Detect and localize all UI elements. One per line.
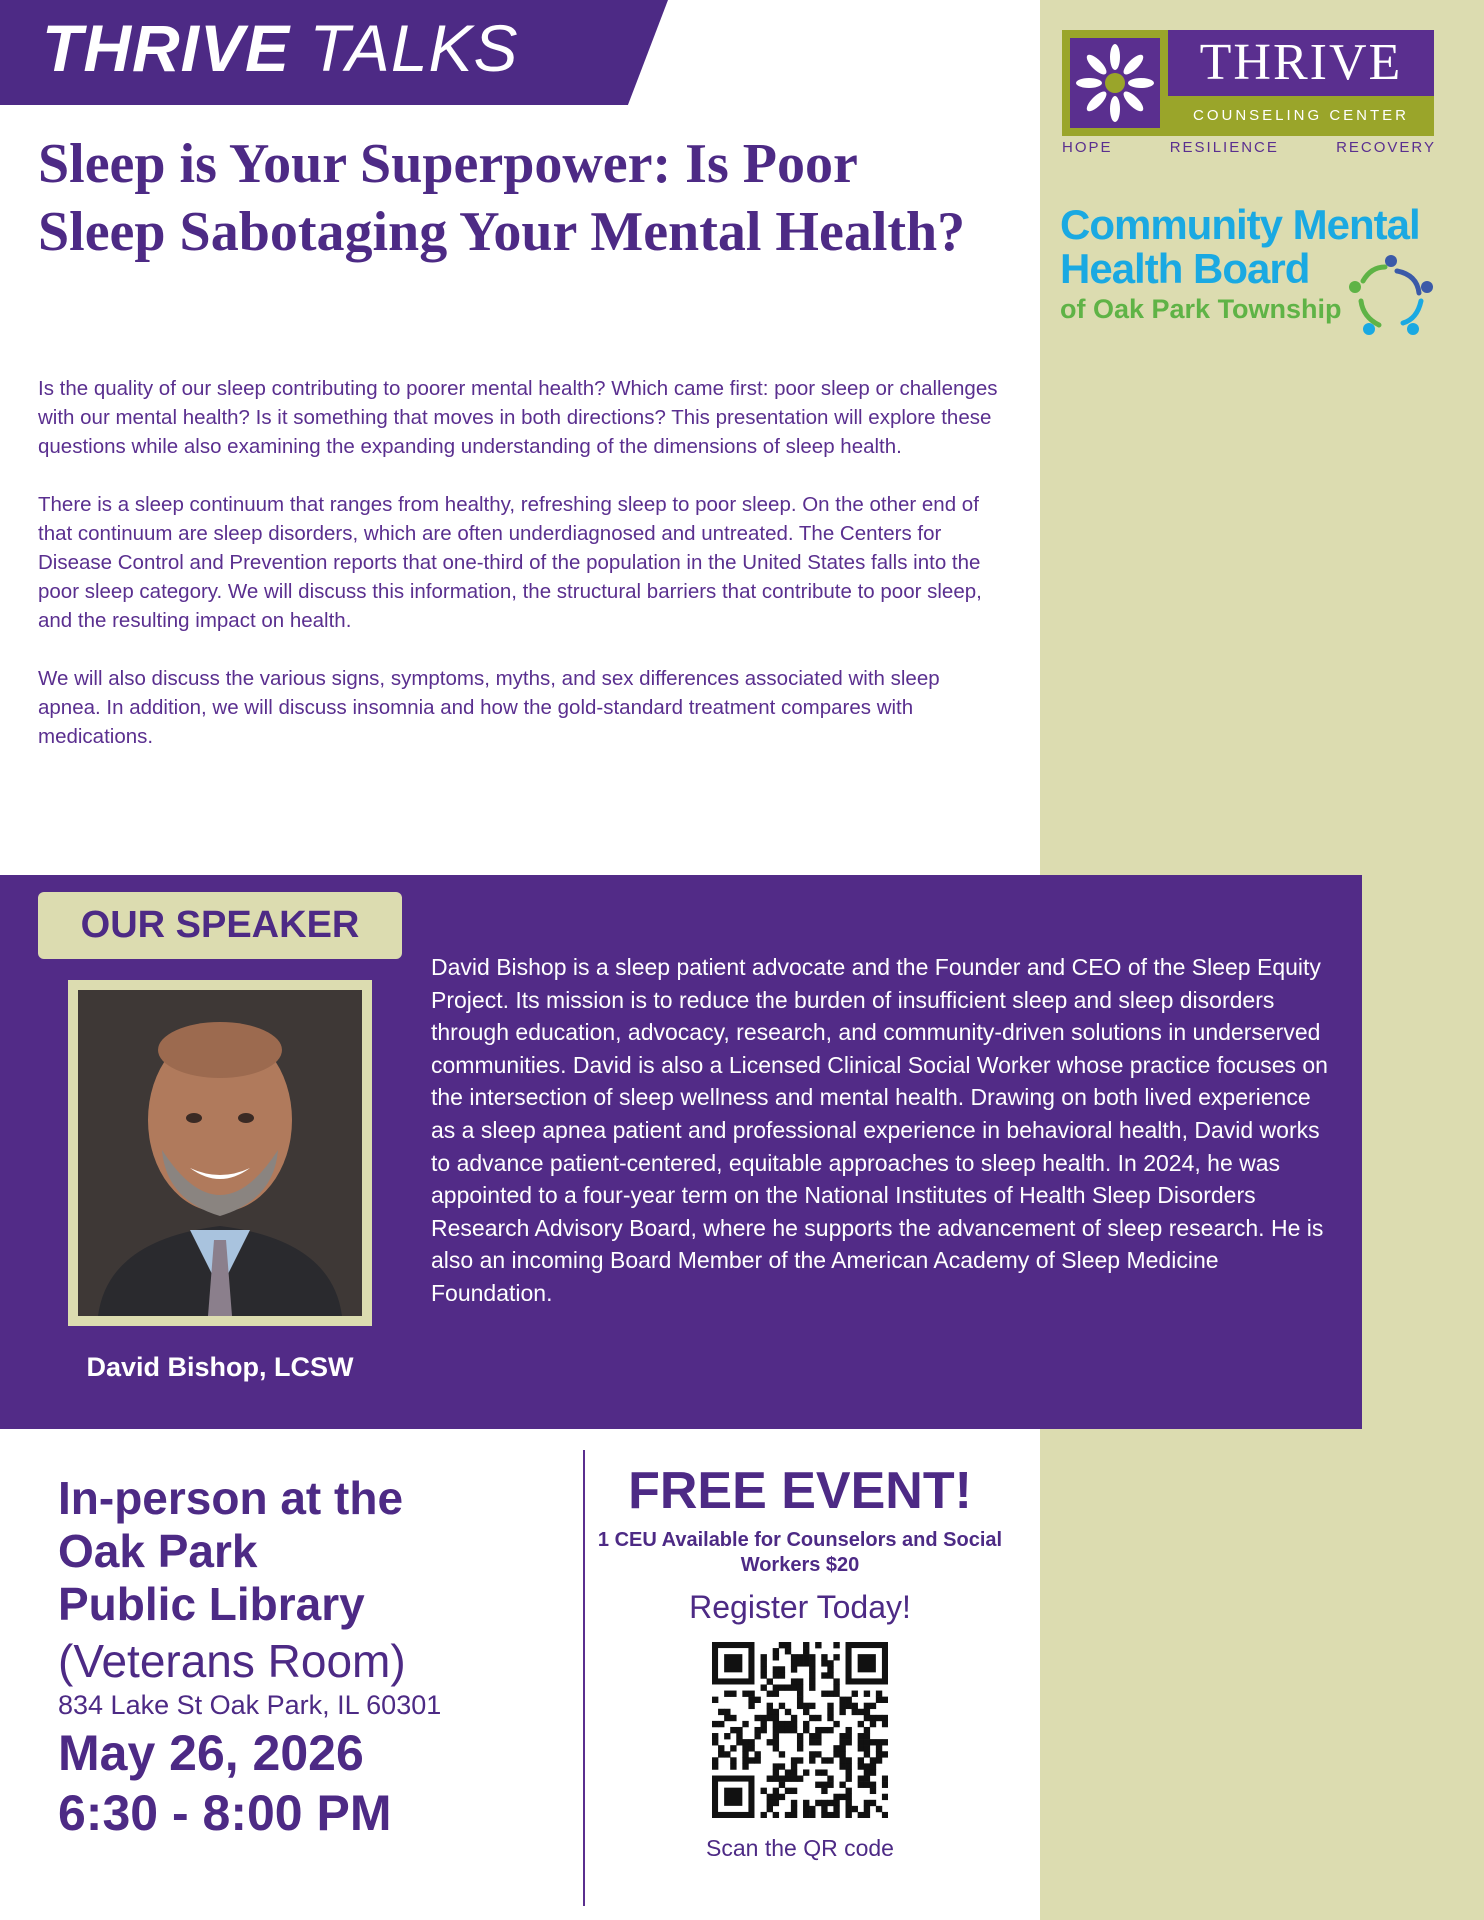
vertical-divider — [583, 1450, 585, 1906]
description-paragraph: Is the quality of our sleep contributing to poorer mental health? Which came first: poor sleep or challenges with our mental health? Is it something that moves in both directions? This presentation will explore these questions while also examining the expanding understanding of the dimensions of sleep health. — [38, 377, 998, 458]
free-event-info — [590, 1460, 1010, 1628]
cmhb-line2: Health Board — [1060, 245, 1310, 292]
venue-address: 834 Lake St Oak Park, IL 60301 — [58, 1690, 442, 1720]
community-circle-icon — [1343, 253, 1439, 343]
cmhb-line3: of Oak Park Township — [1060, 294, 1342, 324]
header-title-bold: THRIVE — [42, 11, 291, 85]
thrive-logo — [1062, 30, 1434, 136]
thrive-logo-word: THRIVE — [1168, 30, 1434, 96]
speaker-portrait-icon — [78, 990, 362, 1316]
event-description — [38, 374, 1008, 780]
thrive-logo-mark — [1062, 30, 1168, 136]
venue-room: (Veterans Room) — [58, 1635, 406, 1687]
ceu-info: 1 CEU Available for Counselors and Social Workers $20 — [597, 1529, 1003, 1576]
cmhb-line1: Community Mental — [1060, 201, 1420, 248]
venue-line3: Public Library — [58, 1578, 365, 1630]
event-time: 6:30 - 8:00 PM — [58, 1785, 392, 1841]
header-title-rest: TALKS — [309, 11, 519, 85]
header-title — [42, 10, 519, 86]
thrive-logo-subtitle: COUNSELING CENTER — [1168, 96, 1434, 136]
speaker-photo-frame — [68, 980, 372, 1326]
venue-line1: In-person at the — [58, 1472, 404, 1524]
thrive-taglines — [1062, 139, 1436, 156]
tagline-recovery: RECOVERY — [1336, 139, 1436, 156]
event-title: Sleep is Your Superpower: Is Poor Sleep Sabotaging Your Mental Health? — [38, 133, 966, 263]
speaker-bio: David Bishop is a sleep patient advocate and the Founder and CEO of the Sleep Equity Project. Its mission is to reduce the burden of insufficient sleep and sleep disorders through education, advocacy, research, and community-driven solutions in underserved communities. David is also a Licensed Clinical Social Worker whose practice focuses on the intersection of sleep wellness and mental health. Drawing on both lived experience as a sleep apnea patient and professional experience in behavioral health, David works to advance patient-centered, equitable approaches to sleep health. In 2024, he was appointed to a four-year term on the National Institutes of Health Sleep Disorders Research Advisory Board, where he supports the advancement of sleep research. He is also an incoming Board Member of the American Academy of Sleep Medicine Foundation. — [431, 954, 1328, 1306]
registration-qr-code[interactable] — [712, 1642, 888, 1818]
description-paragraph: We will also discuss the various signs, symptoms, myths, and sex differences associated with sleep apnea. In addition, we will discuss insomnia and how the gold-standard treatment compares with medications. — [38, 667, 940, 748]
scan-instruction: Scan the QR code — [706, 1835, 894, 1861]
event-date: May 26, 2026 — [58, 1725, 364, 1781]
tagline-hope: HOPE — [1062, 139, 1113, 156]
speaker-photo — [78, 990, 362, 1316]
cmhb-logo — [1060, 203, 1440, 343]
tagline-resilience: RESILIENCE — [1169, 139, 1279, 156]
speaker-label: OUR SPEAKER — [38, 892, 402, 959]
description-paragraph: There is a sleep continuum that ranges from healthy, refreshing sleep to poor sleep. On the other end of that continuum are sleep disorders, which are often underdiagnosed and untreated. The Centers for Disease Control and Prevention reports that one-third of the population in the United States falls into the poor sleep category. We will discuss this information, the structural barriers that contribute to poor sleep, and the resulting impact on health. — [38, 493, 982, 632]
free-event-title: FREE EVENT! — [628, 1462, 972, 1520]
venue-info — [58, 1472, 578, 1841]
venue-line2: Oak Park — [58, 1525, 258, 1577]
speaker-name: David Bishop, LCSW — [86, 1352, 354, 1382]
sunburst-icon — [1070, 38, 1160, 128]
register-text: Register Today! — [689, 1589, 911, 1625]
